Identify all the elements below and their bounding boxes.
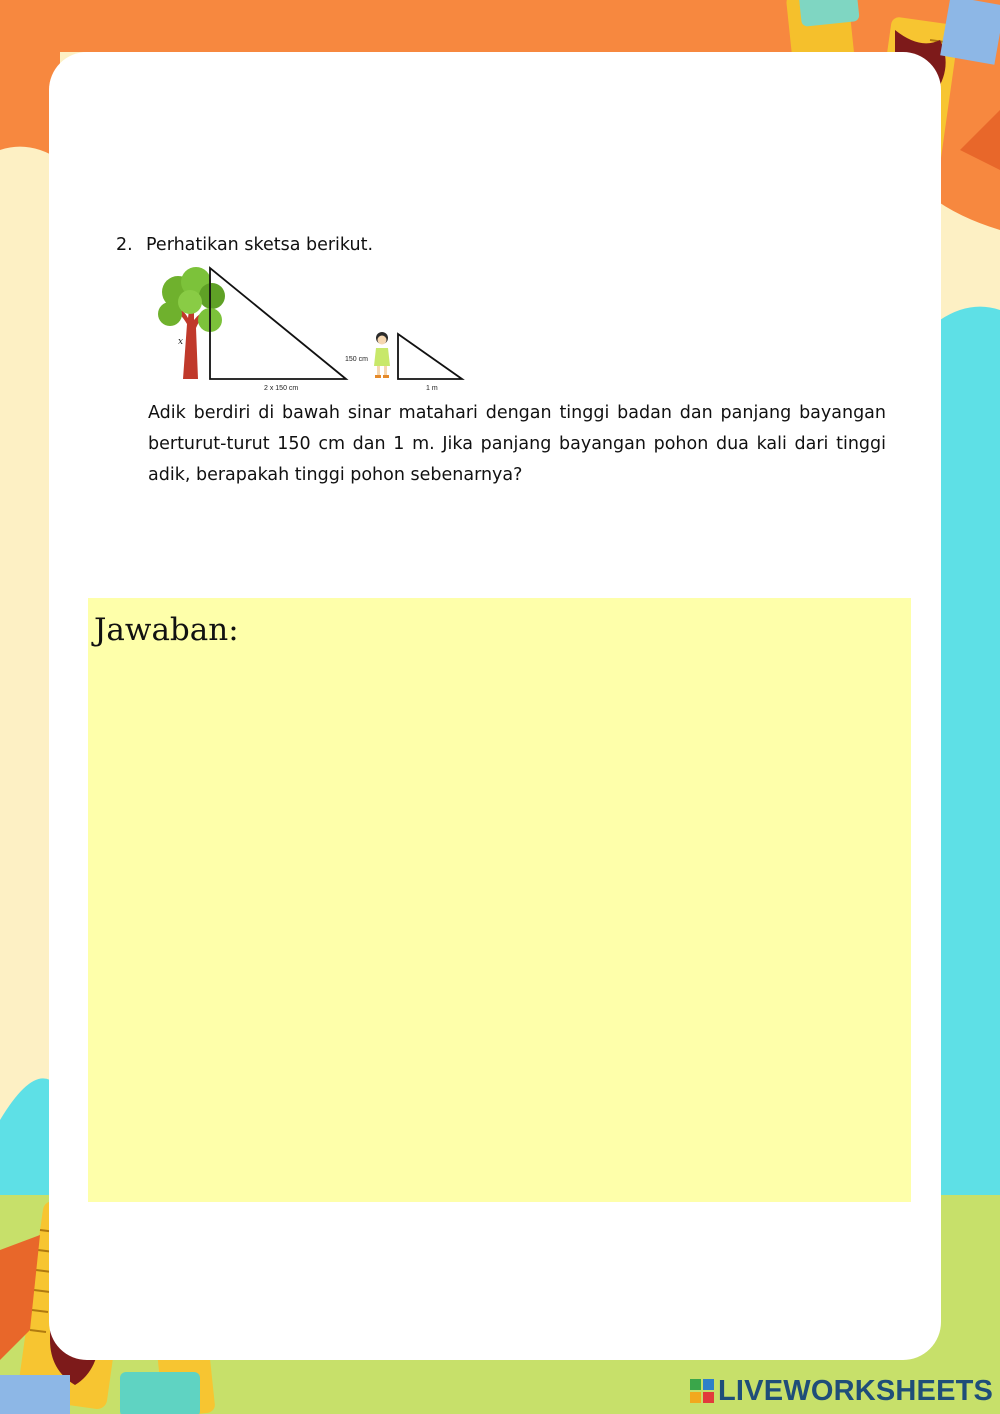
child-illustration [374, 332, 390, 378]
tree-height-label: x [178, 337, 184, 347]
child-shadow-label: 1 m [426, 385, 438, 392]
child-height-label: 150 cm [345, 356, 368, 363]
shadow-sketch-figure [150, 262, 470, 394]
question-title: Perhatikan sketsa berikut. [146, 235, 374, 255]
question-header [116, 232, 896, 258]
brand-name: LIVEWORKSHEETS [718, 1374, 994, 1407]
tree-shadow-triangle [210, 268, 346, 379]
answer-box [88, 598, 911, 1202]
question-number: 2. [116, 235, 133, 255]
question-2 [116, 232, 896, 258]
question-body: Adik berdiri di bawah sinar matahari dengan tinggi badan dan panjang bayangan berturut-turut 150 cm dan 1 m. Jika panjang bayangan pohon dua kali dari tinggi adik, berapakah tinggi pohon sebenarnya? [148, 403, 886, 485]
child-shadow-triangle [398, 334, 462, 379]
liveworksheets-logo-icon [690, 1379, 714, 1403]
tree-shadow-label: 2 x 150 cm [264, 385, 299, 392]
tree-illustration [158, 267, 225, 379]
answer-label: Jawaban: [94, 612, 239, 648]
answer-input[interactable] [94, 664, 905, 1196]
liveworksheets-brand [690, 1374, 993, 1408]
